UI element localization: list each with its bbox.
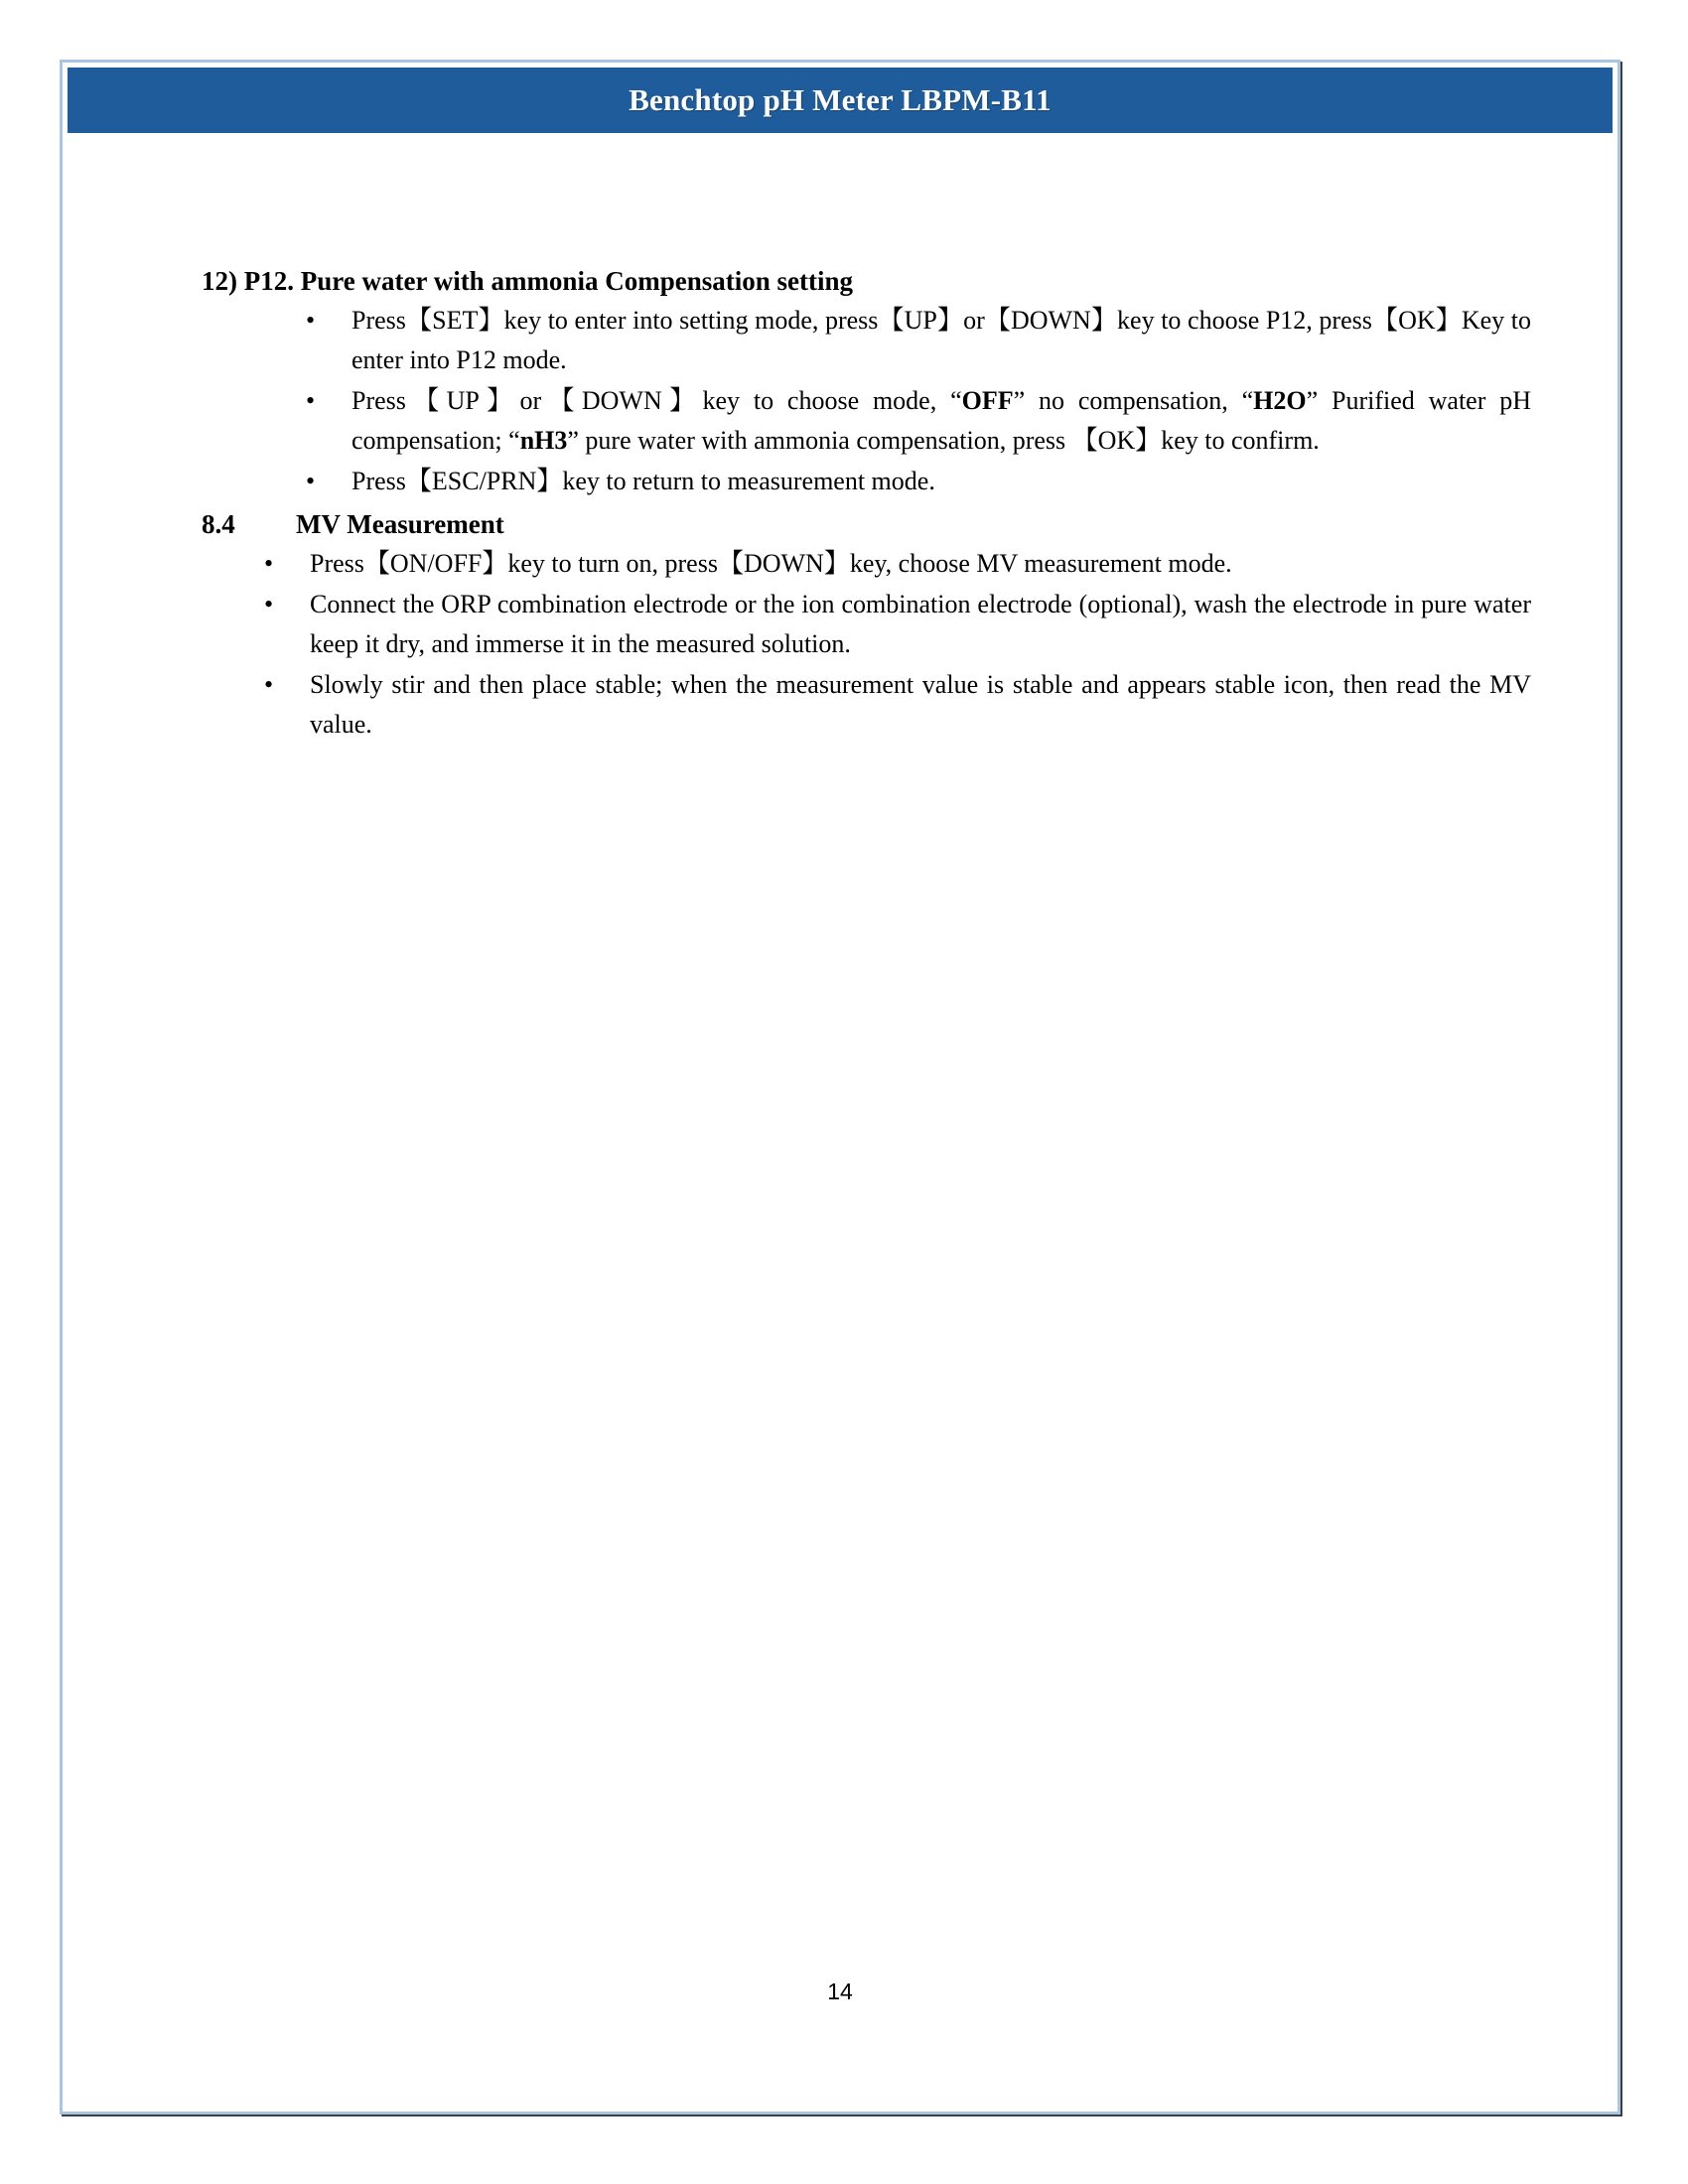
list-item	[306, 301, 1531, 380]
list-item	[264, 665, 1531, 745]
emphasis-h2o: H2O	[1253, 386, 1307, 415]
document-title: Benchtop pH Meter LBPM-B11	[629, 82, 1052, 117]
emphasis-off: OFF	[961, 386, 1014, 415]
page-header-banner	[68, 68, 1613, 133]
bullet-point-icon: •	[264, 670, 274, 699]
heading-mv-measurement	[202, 509, 504, 540]
list-item	[264, 585, 1531, 664]
page-number: 14	[827, 1979, 853, 2004]
heading-label: MV Measurement	[296, 509, 504, 539]
list-item	[306, 462, 1531, 501]
list-item-text-d: ” pure water with ammonia compensation, press 【OK】key to confirm.	[567, 426, 1320, 455]
heading-number: 8.4	[202, 509, 235, 539]
bullet-point-icon: •	[306, 467, 316, 495]
list-item	[306, 381, 1531, 461]
list-item	[264, 544, 1531, 584]
list-item-text: Press【ON/OFF】key to turn on, press【DOWN】key, choose MV measurement mode.	[310, 549, 1232, 578]
list-item-text: Slowly stir and then place stable; when the measurement value is stable and appears stable icon, then read the MV value.	[310, 670, 1531, 739]
bullet-point-icon: •	[264, 590, 274, 618]
list-item-text: Connect the ORP combination electrode or the ion combination electrode (optional), wash the electrode in pure water keep it dry, and immerse it in the measured solution.	[310, 590, 1531, 658]
bullet-point-icon: •	[264, 549, 274, 578]
emphasis-nh3: nH3	[519, 426, 568, 455]
list-item-text: Press【ESC/PRN】key to return to measurement mode.	[352, 467, 935, 495]
list-item-text: Press【SET】key to enter into setting mode, press【UP】or【DOWN】key to choose P12, press【OK】Key to enter into P12 mode.	[352, 306, 1531, 374]
document-page	[60, 60, 1620, 2115]
list-item-text-b: ” no compensation, “	[1013, 386, 1254, 415]
list-item-text-a: Press【UP】or【DOWN】key to choose mode, “	[352, 386, 962, 415]
bullet-list-mv	[264, 544, 1531, 746]
heading-p12-compensation: 12) P12. Pure water with ammonia Compensation setting	[202, 266, 853, 296]
bullet-point-icon: •	[306, 306, 316, 335]
bullet-list-p12	[306, 301, 1531, 502]
list-item-text-c: ” Purified water pH compensation; “	[352, 386, 1531, 455]
list-item-text	[352, 381, 1531, 461]
bullet-point-icon: •	[306, 386, 316, 415]
page-content	[63, 142, 1618, 2028]
